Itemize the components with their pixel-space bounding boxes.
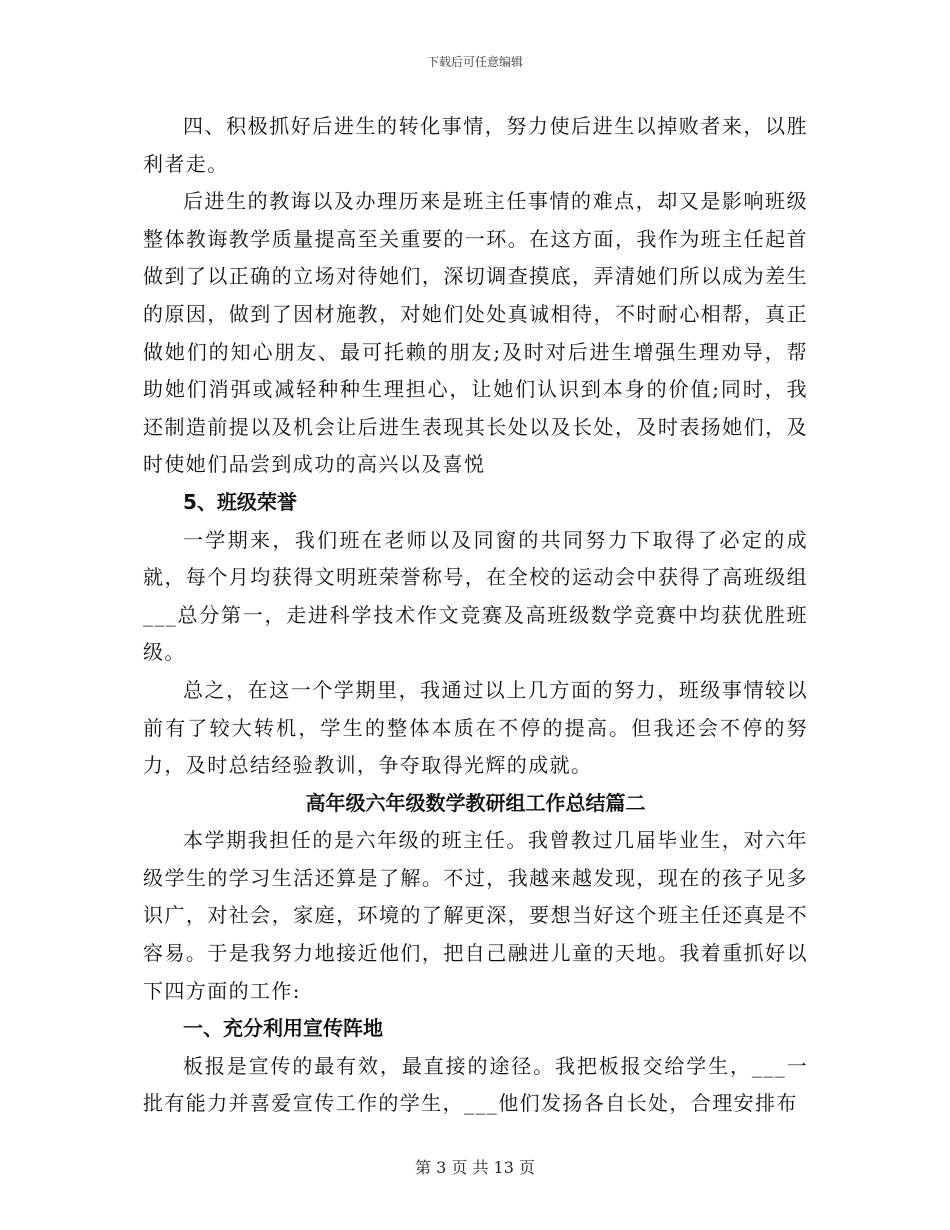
heading-class-honor: 5、班级荣誉 — [183, 489, 297, 514]
document-body — [143, 108, 808, 1123]
paragraph-summary: 总之，在这一个学期里，我通过以上几方面的努力，班级事情较以前有了较大转机，学生的整体本质在不停的提高。但我还会不停的努力，及时总结经验教训，争夺取得光辉的成就。 — [143, 677, 808, 778]
page-header-note: 下载后可任意编辑 — [426, 55, 523, 69]
paragraph-backward-students: 后进生的教诲以及办理历来是班主任事情的难点，却又是影响班级整体教诲教学质量提高至关重要的一环。在这方面，我作为班主任起首做到了以正确的立场对待她们，深切调查摸底，弄清她们所以成为差生的原因，做到了因材施教，对她们处处真诚相待，不时耐心相帮，真正做她们的知心朋友、最可托赖的朋友;及时对后进生增强生理劝导，帮助她们消弭或减轻种种生理担心，让她们认识到本身的价值;同时，我还制造前提以及机会让后进生表现其长处以及长处，及时表扬她们，及时使她们品尝到成功的高兴以及喜悦 — [143, 189, 808, 477]
heading-publicity: 一、充分利用宣传阵地 — [183, 1016, 383, 1041]
paragraph-class-honor: 一学期来，我们班在老师以及同窗的共同努力下取得了必定的成就，每个月均获得文明班荣誉称号，在全校的运动会中获得了高班级组___总分第一，走进科学技术作文竞赛及高班级数学竞赛中均获优胜班级。 — [143, 527, 808, 665]
page-number: 第 3 页 共 13 页 — [415, 1158, 535, 1177]
paragraph-intro: 本学期我担任的是六年级的班主任。我曾教过几届毕业生，对六年级学生的学习生活还算是了解。不过，我越来越发现，现在的孩子见多识广，对社会，家庭，环境的了解更深，要想当好这个班主任还真是不容易。于是我努力地接近他们，把自己融进儿童的天地。我着重抓好以下四方面的工作: — [143, 828, 808, 1003]
paragraph-blackboard: 板报是宣传的最有效，最直接的途径。我把板报交给学生，___一批有能力并喜爱宣传工作的学生，___他们发扬各自长处，合理安排布 — [143, 1053, 808, 1116]
section-title: 高年级六年级数学教研组工作总结篇二 — [305, 790, 646, 815]
paragraph-section-four: 四、积极抓好后进生的转化事情，努力使后进生以掉败者来，以胜利者走。 — [143, 114, 808, 176]
